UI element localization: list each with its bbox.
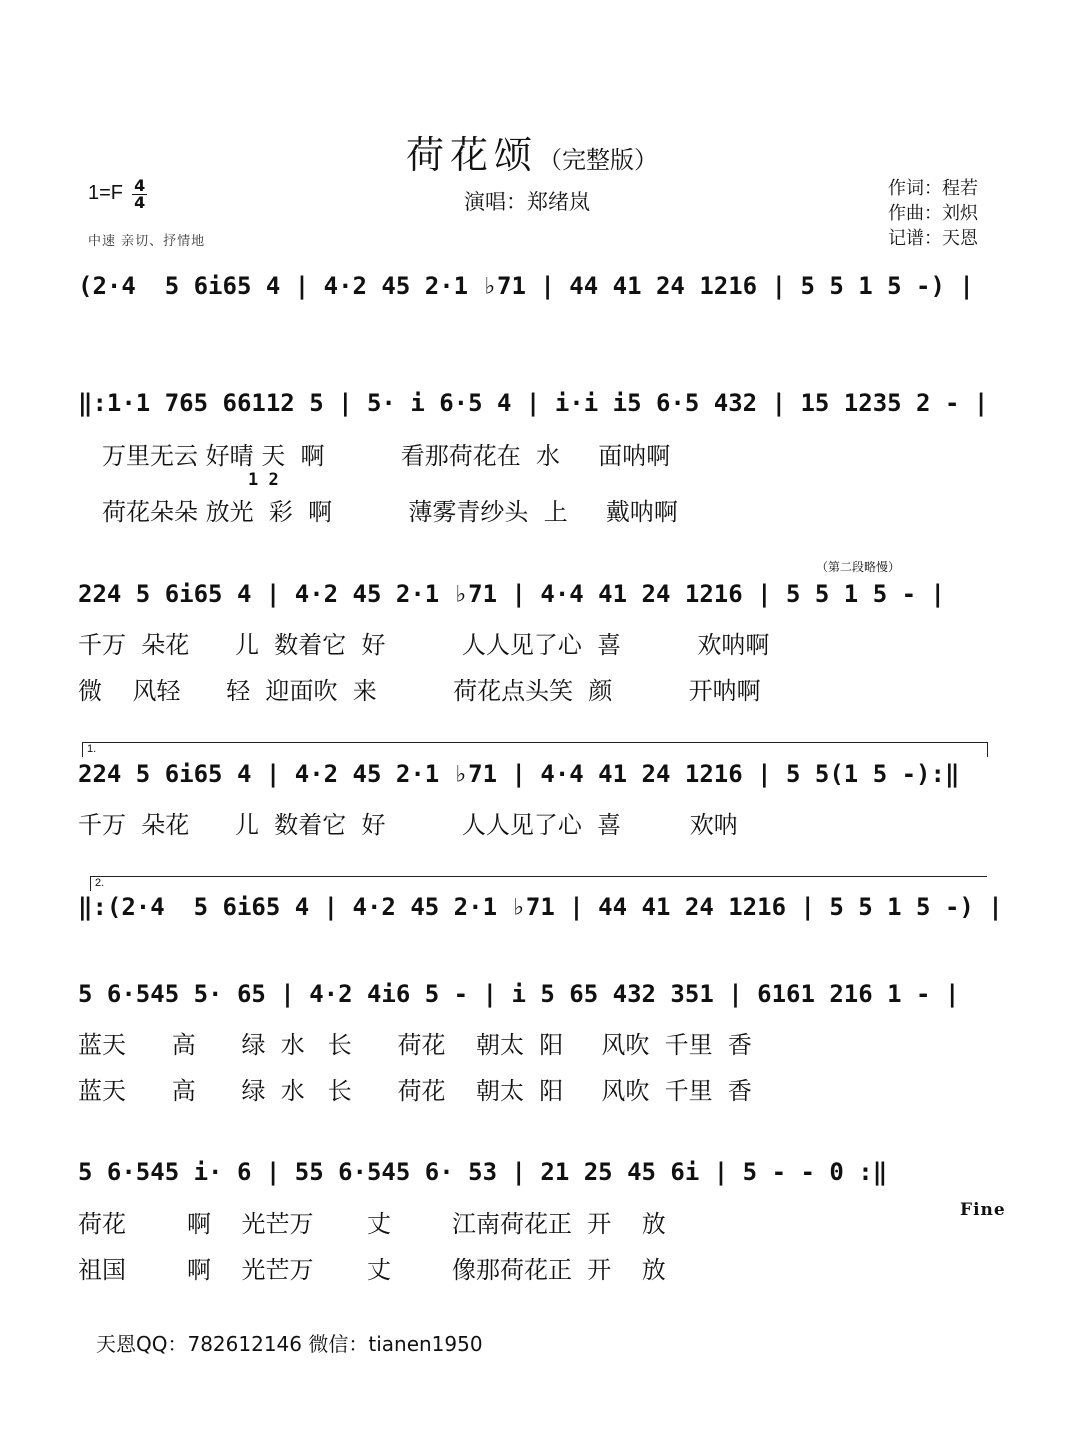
lyric-line-3-verse-1: 千万 朵花 儿 数着它 好 人人见了心 喜 欢呐啊 bbox=[78, 631, 770, 659]
fine-marking: Fine bbox=[960, 1200, 1006, 1220]
score-line-2: ‖:1·1 765 66112 5 | 5· i 6·5 4 | i·i i5 6·5 432 | 15 1235 2 - | bbox=[78, 389, 989, 417]
lyric-line-4: 千万 朵花 儿 数着它 好 人人见了心 喜 欢呐 bbox=[78, 811, 738, 839]
lyric-line-6-verse-1: 蓝天 高 绿 水 长 荷花 朝太 阳 风吹 千里 香 bbox=[78, 1031, 752, 1059]
time-signature: $\frac{4}{4}$ bbox=[134, 176, 146, 212]
score-line-6: 5 6·545 5· 65 | 4·2 4i6 5 - | i 5 65 432 351 | 6161 216 1 - | bbox=[78, 980, 960, 1008]
score-line-1: (2·4 5 6i65 4 | 4·2 45 2·1 ♭71 | 44 41 24 1216 | 5 5 1 5 -) | bbox=[78, 272, 974, 300]
lyric-line-2-verse-1: 万里无云 好晴 天 啊 看那荷花在 水 面呐啊 bbox=[102, 442, 671, 470]
volta-bracket-1: 1. bbox=[82, 742, 988, 757]
score-line-5: ‖:(2·4 5 6i65 4 | 4·2 45 2·1 ♭71 | 44 41 24 1216 | 5 5 1 5 -) | bbox=[78, 893, 1003, 921]
lyric-line-3-verse-2: 微 风轻 轻 迎面吹 来 荷花点头笑 颜 开呐啊 bbox=[78, 677, 761, 705]
score-line-7: 5 6·545 i· 6 | 55 6·545 6· 53 | 21 25 45 6i | 5 - - 0 :‖ bbox=[78, 1158, 888, 1186]
score-line-4: 224 5 6i65 4 | 4·2 45 2·1 ♭71 | 4·4 41 24 1216 | 5 5(1 5 -):‖ bbox=[78, 760, 960, 788]
title-text: 荷花颂 bbox=[406, 133, 539, 177]
key-text: 1=F bbox=[88, 182, 124, 204]
song-title bbox=[406, 124, 658, 179]
lyricist-credit: 作词：程若 bbox=[888, 178, 978, 199]
alt-notes: 1 2 bbox=[248, 470, 279, 490]
volta-bracket-2: 2. bbox=[90, 876, 987, 891]
subtitle-text: （完整版） bbox=[538, 146, 659, 174]
lyric-line-7-verse-1: 荷花 啊 光芒万 丈 江南荷花正 开 放 bbox=[78, 1210, 666, 1238]
lyric-line-7-verse-2: 祖国 啊 光芒万 丈 像那荷花正 开 放 bbox=[78, 1256, 666, 1284]
transcriber-credit: 记谱：天恩 bbox=[888, 228, 978, 249]
score-line-3: 224 5 6i65 4 | 4·2 45 2·1 ♭71 | 4·4 41 24 1216 | 5 5 1 5 - | bbox=[78, 580, 945, 608]
key-signature bbox=[88, 178, 147, 211]
lyric-line-2-verse-2: 荷花朵朵 放光 彩 啊 薄雾青纱头 上 戴呐啊 bbox=[102, 498, 678, 526]
composer-credit: 作曲：刘炽 bbox=[888, 203, 978, 224]
tempo-marking: 中速 亲切、抒情地 bbox=[88, 234, 206, 249]
lyric-line-6-verse-2: 蓝天 高 绿 水 长 荷花 朝太 阳 风吹 千里 香 bbox=[78, 1077, 752, 1105]
singer-credit: 演唱：郑绪岚 bbox=[464, 190, 590, 214]
tempo-note: （第二段略慢） bbox=[816, 560, 901, 574]
contact-footer: 天恩QQ：782612146 微信：tianen1950 bbox=[96, 1332, 483, 1356]
